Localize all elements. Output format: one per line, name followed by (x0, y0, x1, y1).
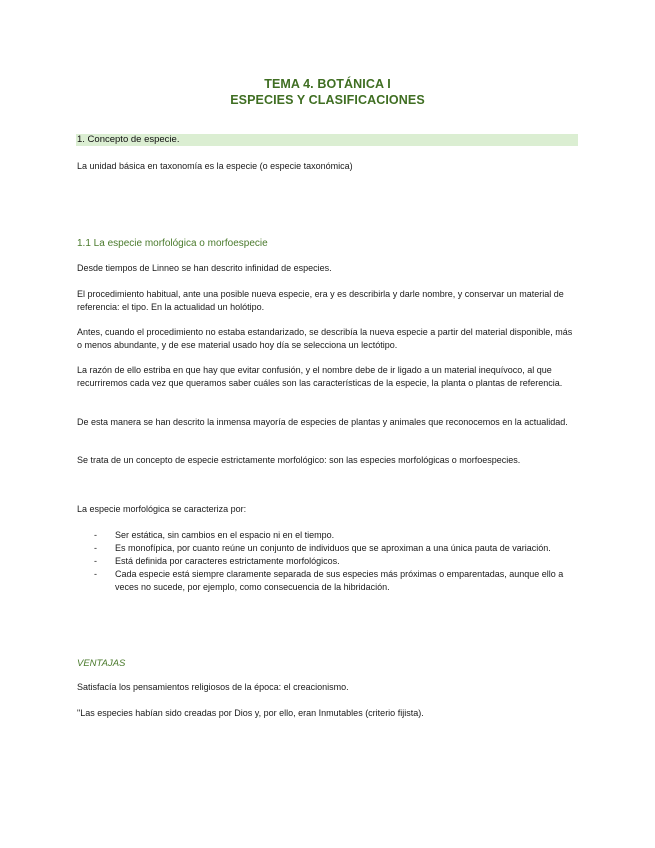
list-item: - Ser estática, sin cambios en el espacio ni en el tiempo. (94, 530, 335, 540)
paragraph: Desde tiempos de Linneo se han descrito infinidad de especies. (77, 263, 332, 273)
list-intro: La especie morfológica se caracteriza por: (77, 504, 247, 514)
document-subtitle: ESPECIES Y CLASIFICACIONES (230, 93, 425, 107)
paragraph: El procedimiento habitual, ante una posible nueva especie, era y es describirla y darle nombre, y conservar un material de referencia: el tipo. En la actualidad un holótipo. (77, 289, 564, 312)
paragraph: Antes, cuando el procedimiento no estaba estandarizado, se describía la nueva especie a partir del material disponible, más o menos abundante, y de ese material usado hoy día se selecciona un lectótipo. (77, 327, 573, 350)
characteristics-list (77, 529, 577, 594)
intro-paragraph: La unidad básica en taxonomía es la especie (o especie taxonómica) (77, 161, 353, 171)
paragraph: Se trata de un concepto de especie estrictamente morfológico: son las especies morfológicas o morfoespecies. (77, 455, 521, 465)
ventajas-heading: VENTAJAS (77, 658, 126, 669)
section-heading: 1. Concepto de especie. (77, 134, 180, 145)
subsection-heading: 1.1 La especie morfológica o morfoespecie (77, 238, 268, 249)
list-item: - Está definida por caracteres estrictamente morfológicos. (94, 556, 340, 566)
section-heading-bar (76, 134, 578, 146)
list-dash: - (94, 543, 97, 553)
list-item: - Cada especie está siempre claramente separada de sus especies más próximas o emparentadas, aunque ello a veces no sucede, por ejemplo, como consecuencia de la hibridación. (94, 569, 564, 592)
list-item: - Es monofípica, por cuanto reúne un conjunto de individuos que se aproximan a una única pauta de variación. (94, 543, 551, 553)
list-dash: - (94, 569, 97, 579)
list-dash: - (94, 530, 97, 540)
paragraph: Satisfacía los pensamientos religiosos de la época: el creacionismo. (77, 682, 349, 692)
paragraph: De esta manera se han descrito la inmensa mayoría de especies de plantas y animales que reconocemos en la actualidad. (77, 417, 568, 427)
paragraph: La razón de ello estriba en que hay que evitar confusión, y el nombre debe de ir ligado a un material inequívoco, al que recurriremos cada vez que queramos saber cuáles son las características de la especie, la planta o plantas de referencia. (77, 365, 563, 388)
paragraph: "Las especies habían sido creadas por Dios y, por ello, eran Inmutables (criterio fijista). (77, 708, 424, 718)
document-title: TEMA 4. BOTÁNICA I (264, 77, 391, 91)
list-dash: - (94, 556, 97, 566)
